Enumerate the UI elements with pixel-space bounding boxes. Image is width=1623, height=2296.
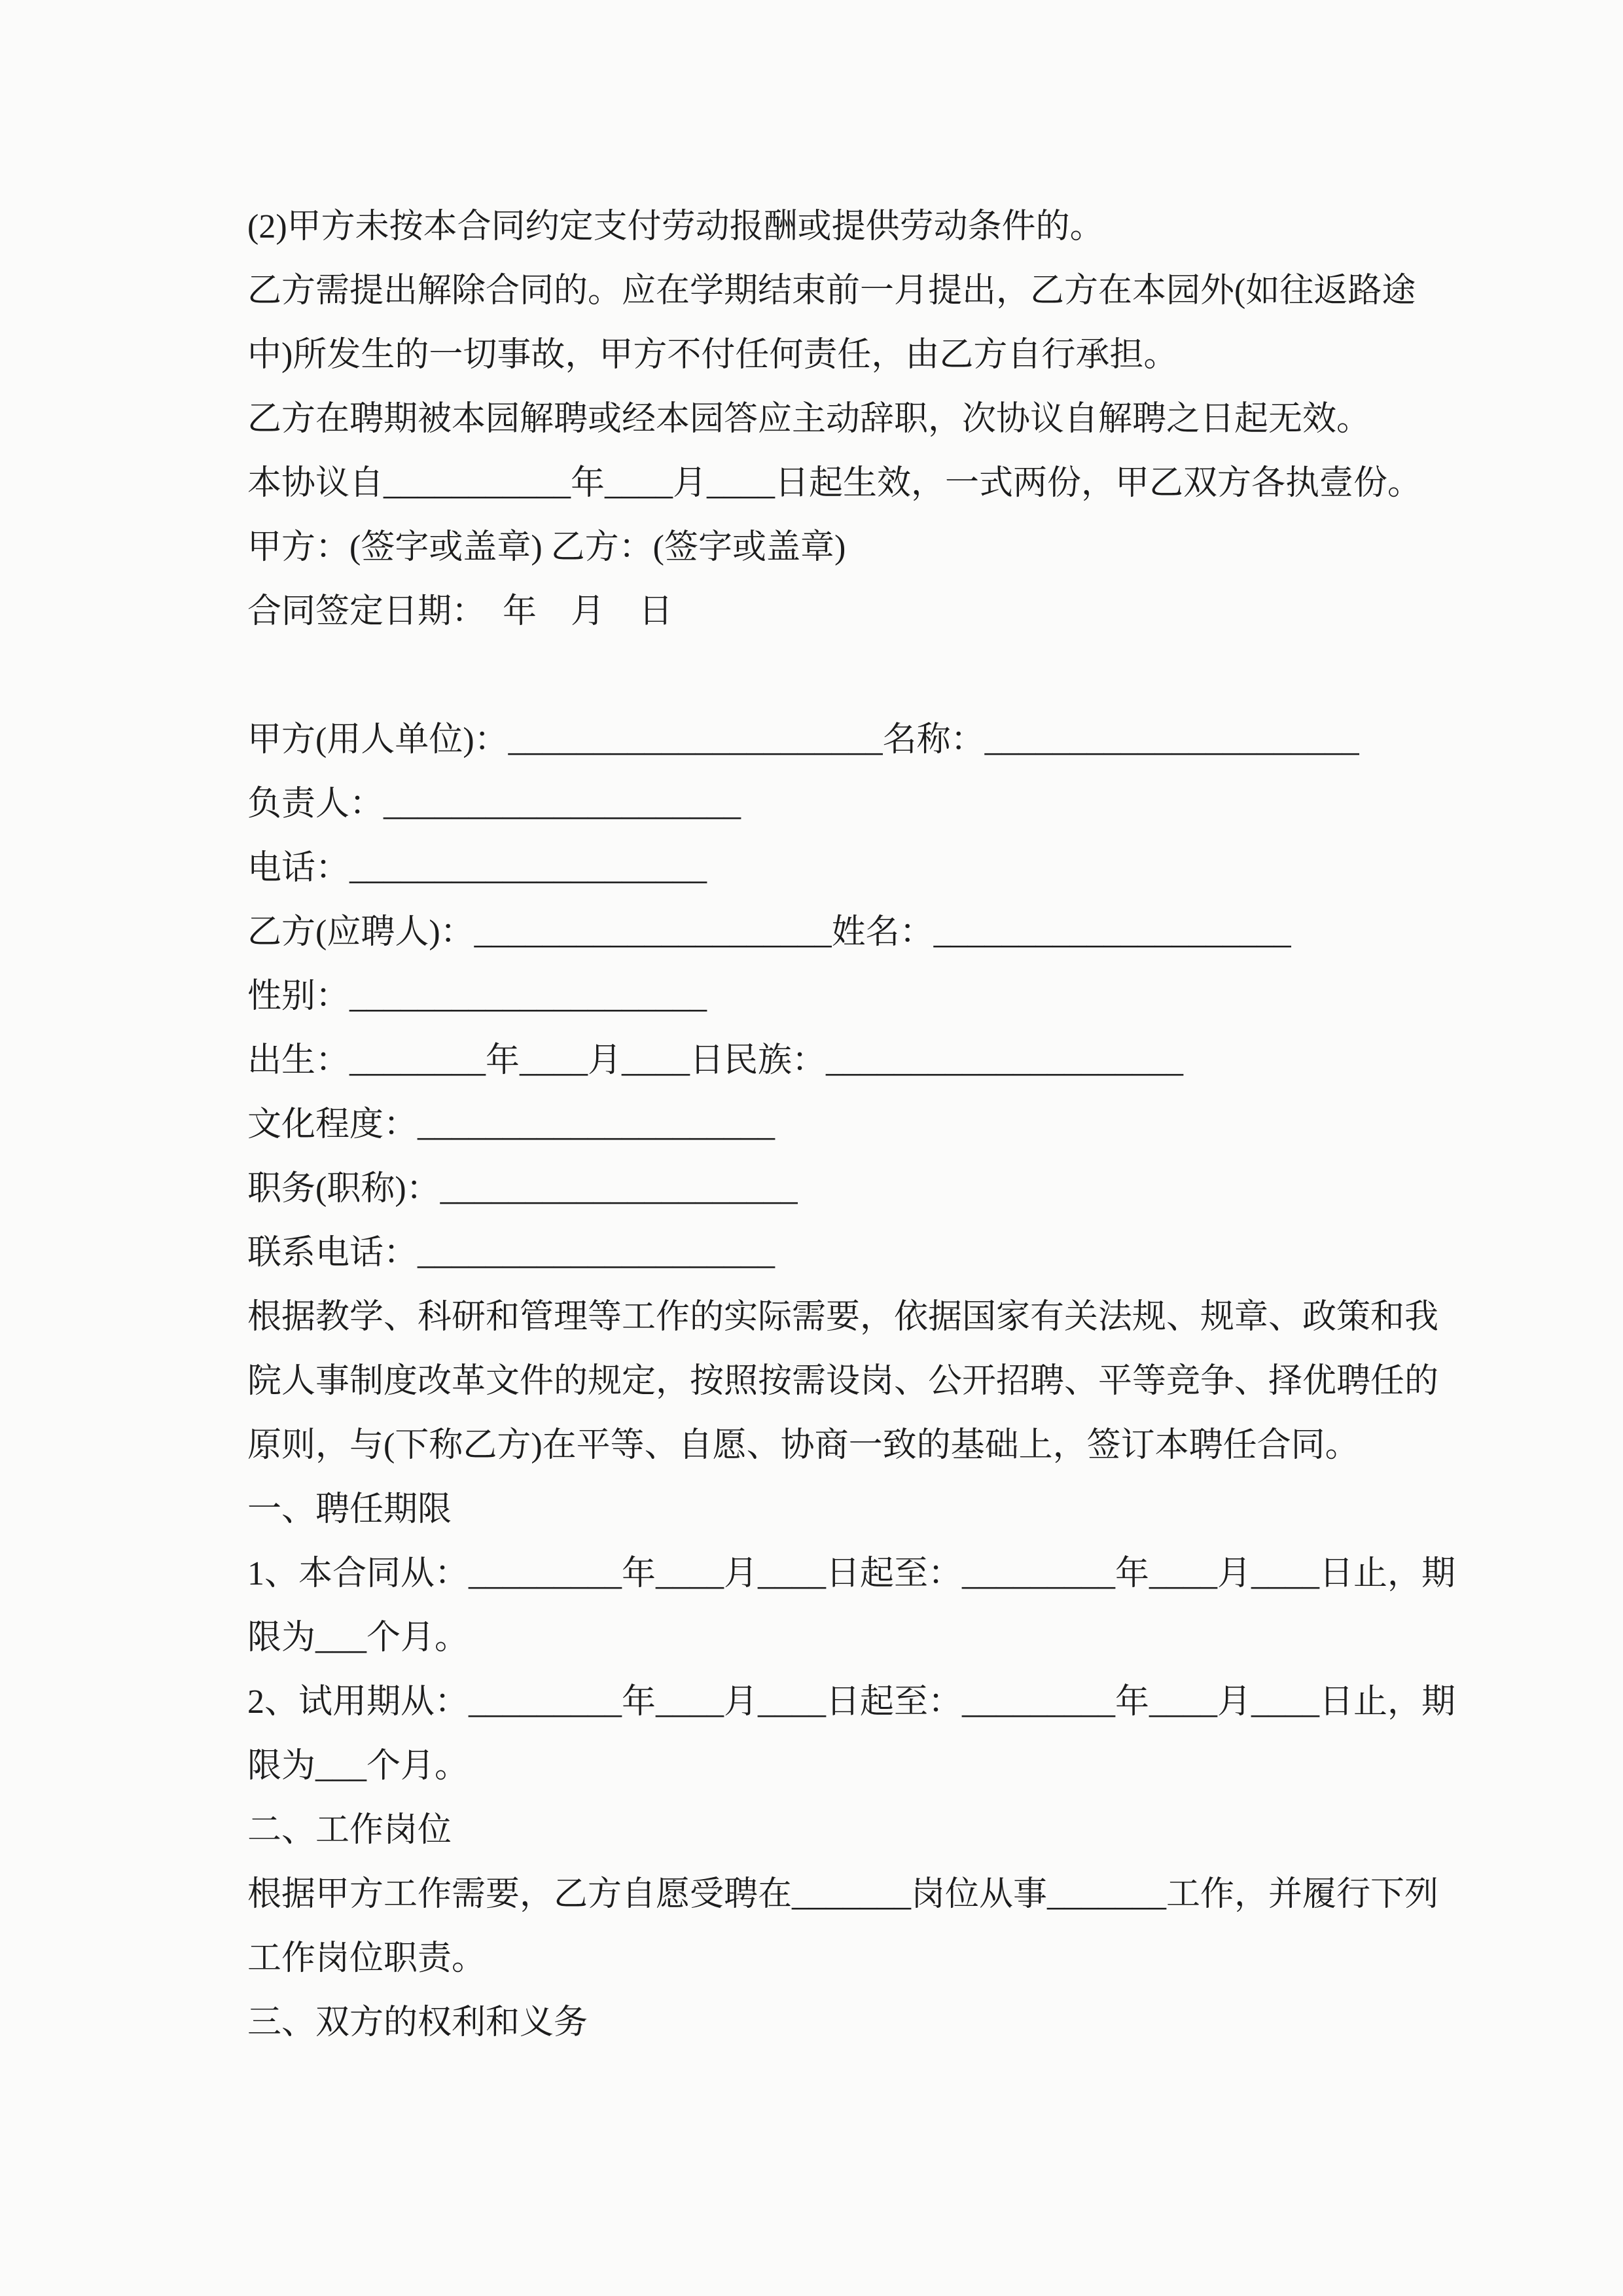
- clause-line: (2)甲方未按本合同约定支付劳动报酬或提供劳动条件的。: [247, 208, 1104, 245]
- field-principal-line: 负责人：_____________________: [247, 785, 741, 823]
- clause-line: 中)所发生的一切事故，甲方不付任何责任，由乙方自行承担。: [247, 336, 1178, 374]
- preamble-line: 院人事制度改革文件的规定，按照按需设岗、公开招聘、平等竞争、择优聘任的: [247, 1363, 1439, 1400]
- field-employee-line: 乙方(应聘人)：_____________________姓名：_____________________: [247, 914, 1291, 951]
- field-gender-line: 性别：_____________________: [247, 978, 707, 1015]
- contract-term-line: 限为___个月。: [247, 1619, 469, 1657]
- contract-term-line: 1、本合同从：_________年____月____日起至：_________年____月____日止，期: [247, 1555, 1456, 1592]
- work-post-line: 根据甲方工作需要，乙方自愿受聘在_______岗位从事_______工作，并履行下列: [247, 1876, 1439, 1913]
- clause-line: 乙方在聘期被本园解聘或经本园答应主动辞职，次协议自解聘之日起无效。: [247, 401, 1371, 438]
- preamble-line: 原则，与(下称乙方)在平等、自愿、协商一致的基础上，签订本聘任合同。: [247, 1427, 1359, 1464]
- field-contact-phone-line: 联系电话：_____________________: [247, 1234, 776, 1272]
- signing-date-line: 合同签定日期： 年 月 日: [247, 593, 673, 630]
- work-post-line: 工作岗位职责。: [247, 1940, 486, 1977]
- section-heading-rights: 三、双方的权利和义务: [247, 2004, 588, 2041]
- field-employer-line: 甲方(用人单位)：______________________名称：______________________: [247, 721, 1359, 759]
- effective-date-line: 本协议自___________年____月____日起生效，一式两份，甲乙双方各执壹份。: [247, 465, 1422, 502]
- field-education-line: 文化程度：_____________________: [247, 1106, 776, 1143]
- section-heading-post: 二、工作岗位: [247, 1812, 452, 1849]
- probation-term-line: 限为___个月。: [247, 1748, 469, 1785]
- preamble-line: 根据教学、科研和管理等工作的实际需要，依据国家有关法规、规章、政策和我: [247, 1299, 1439, 1336]
- field-phone-line: 电话：_____________________: [247, 850, 707, 887]
- section-heading-term: 一、聘任期限: [247, 1491, 452, 1528]
- document-body: [247, 195, 1456, 2055]
- field-birth-line: 出生：________年____月____日民族：_____________________: [247, 1042, 1184, 1079]
- signature-line: 甲方：(签字或盖章) 乙方：(签字或盖章): [247, 529, 846, 566]
- field-position-line: 职务(职称)：_____________________: [247, 1170, 798, 1208]
- probation-term-line: 2、试用期从：_________年____月____日起至：_________年____月____日止，期: [247, 1683, 1456, 1721]
- clause-line: 乙方需提出解除合同的。应在学期结束前一月提出，乙方在本园外(如往返路途: [247, 272, 1416, 310]
